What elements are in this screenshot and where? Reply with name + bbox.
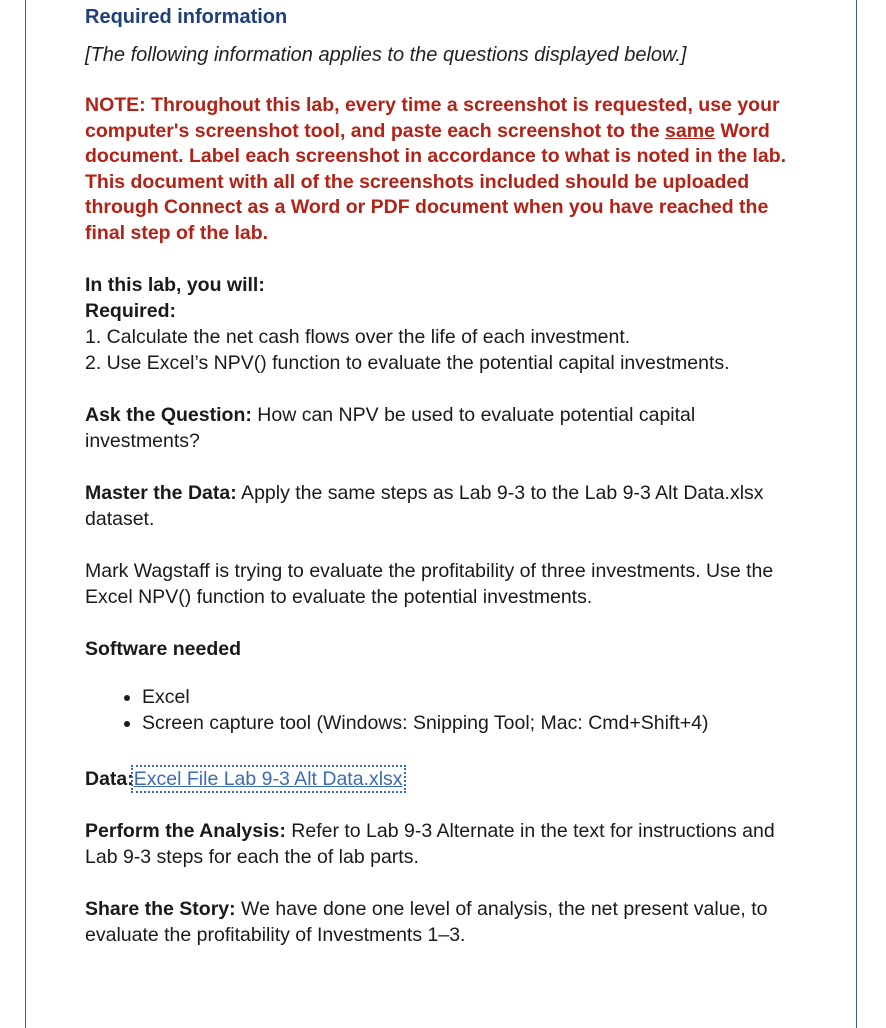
- note-part1: NOTE: Throughout this lab, every time a screenshot is requested, use your computer's screenshot tool, and paste each screenshot to the: [85, 94, 780, 142]
- share-label: Share the Story:: [85, 898, 236, 920]
- lab-item-2: 2. Use Excel’s NPV() function to evaluate the potential capital investments.: [85, 352, 730, 374]
- lab-overview: [85, 272, 805, 376]
- lab-intro: In this lab, you will:: [85, 274, 265, 296]
- data-line: [85, 766, 805, 792]
- software-item-capture: • Screen capture tool (Windows: Snipping Tool; Mac: Cmd+Shift+4): [142, 710, 805, 736]
- software-title: Software needed: [85, 638, 242, 660]
- required-information-heading: Required information: [85, 6, 288, 28]
- required-label: Required:: [85, 300, 177, 322]
- ask-text: How can NPV be used to evaluate potential capital investments?: [85, 404, 696, 452]
- perform-label: Perform the Analysis:: [85, 820, 286, 842]
- share-story: [85, 896, 805, 948]
- master-text: Apply the same steps as Lab 9-3 to the Lab 9-3 Alt Data.xlsx dataset.: [85, 482, 764, 530]
- data-file-link[interactable]: Excel File Lab 9-3 Alt Data.xlsx: [133, 768, 403, 790]
- share-text: We have done one level of analysis, the net present value, to evaluate the profitability of Investments 1–3.: [85, 898, 768, 946]
- master-data: [85, 480, 805, 532]
- perform-text: Refer to Lab 9-3 Alternate in the text for instructions and Lab 9-3 steps for each the of lab parts.: [85, 820, 775, 868]
- ask-question: [85, 402, 805, 454]
- note-part2: Word document. Label each screenshot in accordance to what is noted in the lab. This document with all of the screenshots included should be uploaded through Connect as a Word or PDF document when you have reached the final step of the lab.: [85, 119, 787, 244]
- perform-analysis: [85, 818, 805, 870]
- question-content: [85, 0, 805, 948]
- intro-text: [The following information applies to the questions displayed below.]: [85, 44, 687, 66]
- ask-label: Ask the Question:: [85, 404, 252, 426]
- note-underlined: same: [665, 119, 715, 142]
- master-label: Master the Data:: [85, 482, 237, 504]
- data-label: Data:: [85, 768, 134, 790]
- software-list: [85, 684, 805, 736]
- lab-item-1: 1. Calculate the net cash flows over the life of each investment.: [85, 326, 631, 348]
- mark-paragraph: Mark Wagstaff is trying to evaluate the profitability of three investments. Use the Excel NPV() function to evaluate the potential investments.: [85, 560, 774, 608]
- lab-note: [85, 93, 805, 246]
- software-item-excel: • Excel: [142, 684, 805, 710]
